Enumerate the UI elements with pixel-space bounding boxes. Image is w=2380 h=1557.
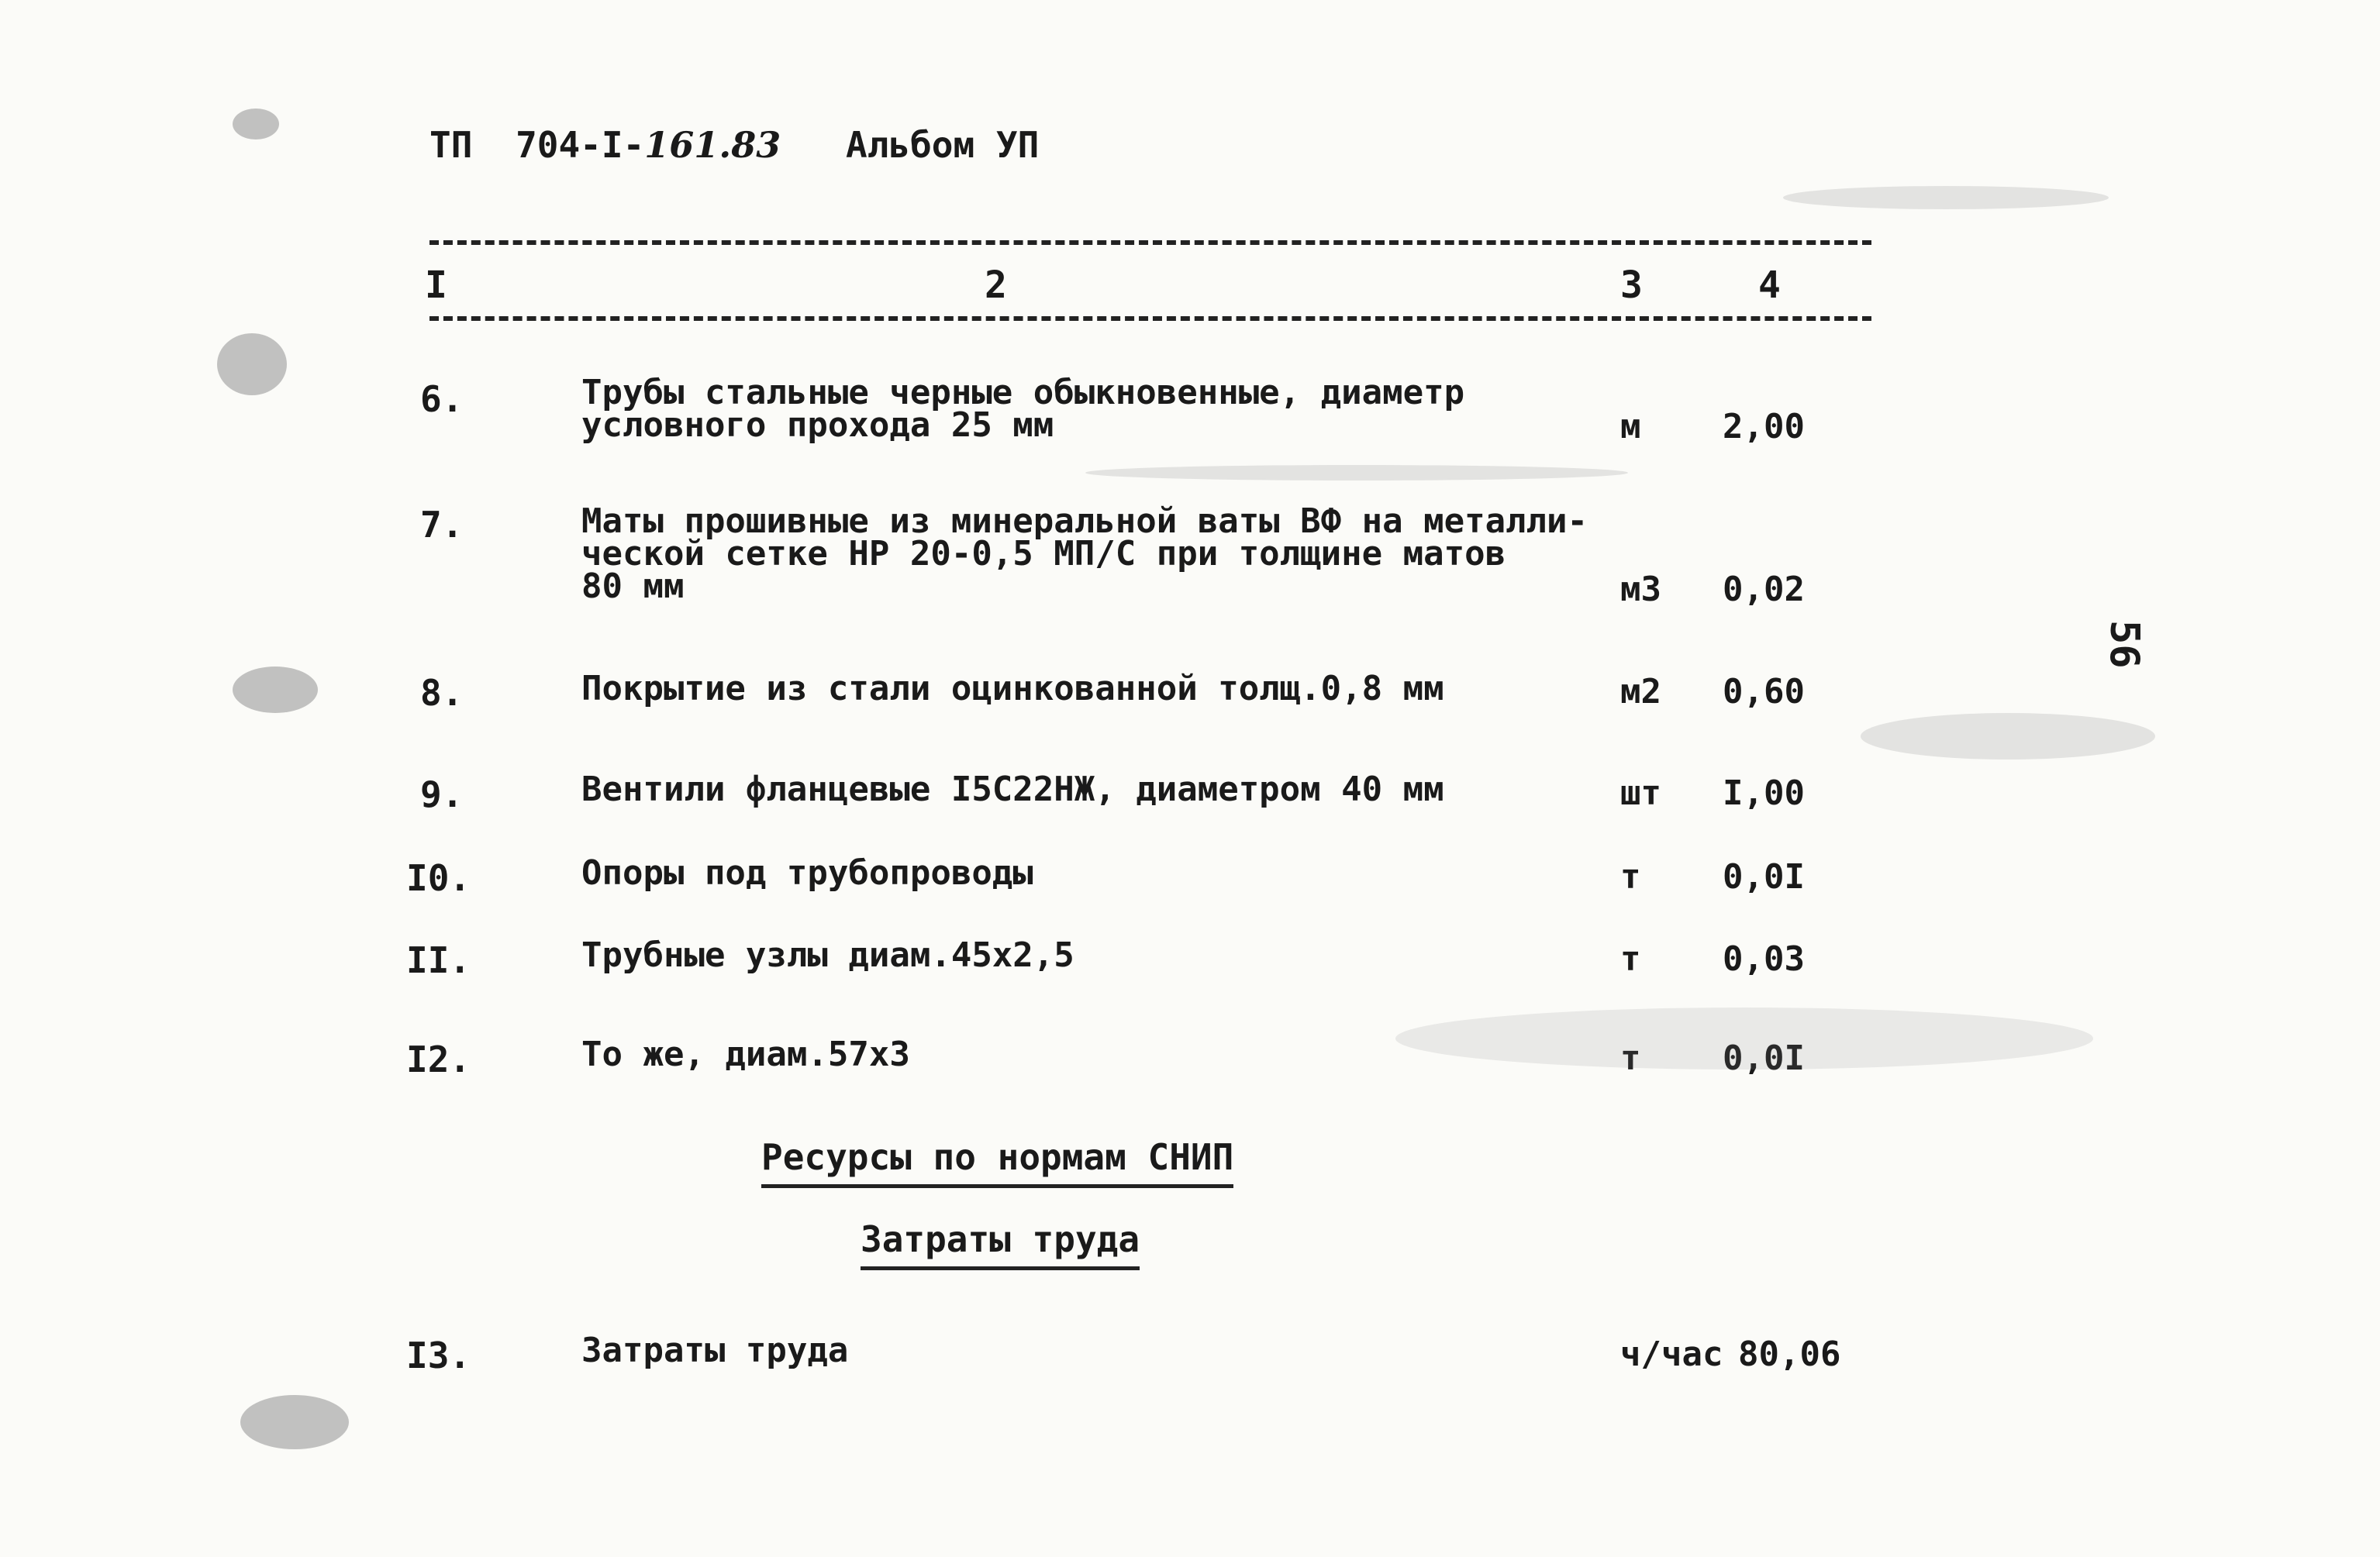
row-number: 7. xyxy=(420,504,464,546)
row-number: 8. xyxy=(420,672,464,714)
row-description: Покрытие из стали оцинкованной толщ.0,8 мм xyxy=(581,669,1444,708)
row-quantity: 0,0I xyxy=(1723,857,1805,897)
section-heading-resources: Ресурсы по нормам СНИП xyxy=(761,1136,1233,1188)
row-description: Опоры под трубопроводы xyxy=(581,853,1033,893)
row-unit: т xyxy=(1620,939,1641,979)
row-number: II. xyxy=(406,939,471,981)
header-tp: ТП xyxy=(429,124,473,166)
row-unit: ч/час xyxy=(1620,1335,1723,1374)
row-quantity: I,00 xyxy=(1723,773,1805,813)
row-number: 9. xyxy=(420,773,464,815)
row-unit: м2 xyxy=(1620,672,1661,711)
row-quantity: 80,06 xyxy=(1738,1335,1841,1374)
row-quantity: 0,60 xyxy=(1723,672,1805,711)
scan-noise xyxy=(217,333,287,395)
row-quantity: 0,03 xyxy=(1723,939,1805,979)
section-heading-labor: Затраты труда xyxy=(861,1218,1140,1270)
dashed-rule-bottom xyxy=(429,316,1871,321)
header-album: Альбом УП xyxy=(846,124,1040,166)
row-description: Затраты труда xyxy=(581,1331,849,1370)
dashed-rule-top xyxy=(429,240,1871,245)
scan-noise xyxy=(233,667,318,713)
row-unit: т xyxy=(1620,857,1641,897)
row-number: I3. xyxy=(406,1335,471,1376)
scan-noise xyxy=(1085,465,1628,481)
row-number: I0. xyxy=(406,857,471,899)
column-header-1: I xyxy=(425,264,447,307)
row-quantity: 0,0I xyxy=(1723,1039,1805,1078)
row-unit: т xyxy=(1620,1039,1641,1078)
sheet-number: 56 xyxy=(2101,620,2147,669)
row-quantity: 2,00 xyxy=(1723,407,1805,446)
scan-noise xyxy=(1395,1008,2093,1070)
header-handwritten-number: 161.83 xyxy=(644,124,781,166)
document-header xyxy=(429,124,1061,166)
column-header-4: 4 xyxy=(1758,264,1781,307)
row-quantity: 0,02 xyxy=(1723,570,1805,609)
row-unit: шт xyxy=(1620,773,1661,813)
column-header-3: 3 xyxy=(1620,264,1643,307)
row-number: 6. xyxy=(420,378,464,420)
scan-noise xyxy=(240,1395,349,1449)
header-code: 704-I- xyxy=(516,124,645,166)
row-description: Маты прошивные из минеральной ваты ВФ на металли- ческой сетке НР 20-0,5 МП/С при толщине матов 80 мм xyxy=(581,501,1588,606)
scan-noise xyxy=(233,109,279,140)
row-description: Вентили фланцевые I5С22НЖ, диаметром 40 мм xyxy=(581,770,1444,809)
row-description: То же, диам.57х3 xyxy=(581,1035,910,1074)
row-description: Трубные узлы диам.45х2,5 xyxy=(581,935,1074,975)
scan-noise xyxy=(1861,713,2155,760)
row-number: I2. xyxy=(406,1039,471,1080)
row-unit: м xyxy=(1620,407,1641,446)
scan-noise xyxy=(1783,186,2109,209)
row-description: Трубы стальные черные обыкновенные, диаметр условного прохода 25 мм xyxy=(581,373,1465,445)
column-header-2: 2 xyxy=(985,264,1007,307)
row-unit: м3 xyxy=(1620,570,1661,609)
